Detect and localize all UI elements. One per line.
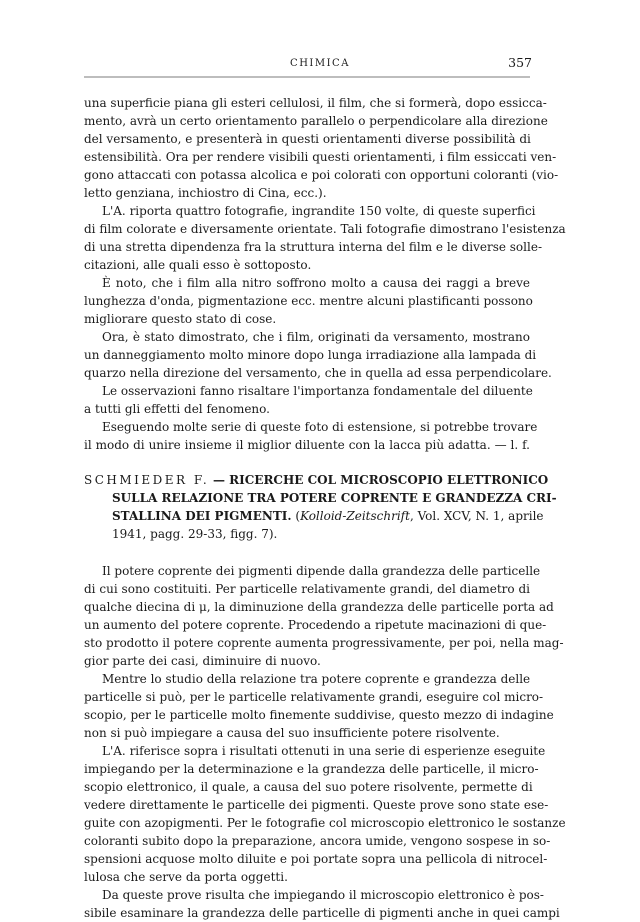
text-line: di film colorate e diversamente orientate. Tali fotografie dimostrano l'esistenza	[84, 222, 566, 236]
text-line: un danneggiamento molto minore dopo lunga irradiazione alla lampada di	[84, 348, 537, 362]
article-heading-line	[112, 508, 544, 525]
header-rule	[84, 76, 530, 78]
text-line: qualche diecina di μ, la diminuzione della grandezza delle particelle porta ad	[84, 600, 554, 614]
text-line: un aumento del potere coprente. Procedendo a ripetute macinazioni di que-	[84, 618, 547, 632]
text-line: letto genziana, inchiostro di Cina, ecc.).	[84, 186, 327, 200]
text-line: Le osservazioni fanno risaltare l'importanza fondamentale del diluente	[102, 384, 533, 398]
text-line: guite con azopigmenti. Per le fotografie col microscopio elettronico le sostanze	[84, 816, 566, 830]
text-line: L'A. riporta quattro fotografie, ingrandite 150 volte, di queste superfici	[102, 204, 536, 218]
text-line: una superficie piana gli esteri cellulosi, il film, che si formerà, dopo essicca-	[84, 96, 547, 110]
article-title-part: — RICERCHE COL MICROSCOPIO ELETTRONICO	[212, 473, 549, 487]
text-line: scopio, per le particelle molto finemente suddivise, questo mezzo di indagine	[84, 708, 554, 722]
article-heading-line	[84, 472, 549, 489]
text-line: L'A. riferisce sopra i risultati ottenuti in una serie di esperienze eseguite	[102, 744, 546, 758]
text-line: gior parte dei casi, diminuire di nuovo.	[84, 654, 321, 668]
article-author: SCHMIEDER F.	[84, 473, 210, 487]
text-line: di una stretta dipendenza fra la struttura interna del film e le diverse solle-	[84, 240, 542, 254]
text-line: particelle si può, per le particelle relativamente grandi, eseguire col micro-	[84, 690, 544, 704]
article-title-part: SULLA RELAZIONE TRA POTERE COPRENTE E GRANDEZZA CRI-	[112, 491, 557, 505]
text-line: lunghezza d'onda, pigmentazione ecc. mentre alcuni plastificanti possono	[84, 294, 533, 308]
text-line: spensioni acquose molto diluite e poi portate sopra una pellicola di nitrocel-	[84, 852, 548, 866]
text-line: Eseguendo molte serie di queste foto di estensione, si potrebbe trovare	[102, 420, 538, 434]
text-line: lulosa che serve da porta oggetti.	[84, 870, 288, 884]
text-line: mento, avrà un certo orientamento parallelo o perpendicolare alla direzione	[84, 114, 548, 128]
running-header: CHIMICA	[290, 58, 350, 69]
text-line: citazioni, alle quali esso è sottoposto.	[84, 258, 312, 272]
text-line: sto prodotto il potere coprente aumenta progressivamente, per poi, nella mag-	[84, 636, 564, 650]
text-line: Ora, è stato dimostrato, che i film, originati da versamento, mostrano	[102, 330, 530, 344]
text-line: non si può impiegare a causa del suo insufficiente potere risolvente.	[84, 726, 500, 740]
text-line: il modo di unire insieme il miglior diluente con la lacca più adatta. — l. f.	[84, 438, 530, 452]
text-line: di cui sono costituiti. Per particelle relativamente grandi, del diametro di	[84, 582, 530, 596]
citation-open-paren: (	[295, 509, 301, 523]
page-number: 357	[508, 55, 532, 70]
text-line: impiegando per la determinazione e la grandezza delle particelle, il micro-	[84, 762, 539, 776]
text-line: Da queste prove risulta che impiegando il microscopio elettronico è pos-	[102, 888, 544, 902]
text-line: vedere direttamente le particelle dei pigmenti. Queste prove sono state ese-	[84, 798, 549, 812]
text-line: scopio elettronico, il quale, a causa del suo potere risolvente, permette di	[84, 780, 533, 794]
text-line: È noto, che i film alla nitro soffrono molto a causa dei raggi a breve	[102, 276, 530, 290]
journal-name: Kolloid-Zeitschrift	[300, 509, 410, 523]
text-line: gono attaccati con potassa alcolica e poi colorati con opportuni coloranti (vio-	[84, 168, 559, 182]
text-line: sibile esaminare la grandezza delle particelle di pigmenti anche in quei campi	[84, 906, 560, 920]
citation-details: 1941, pagg. 29-33, figg. 7).	[112, 527, 278, 541]
text-line: quarzo nella direzione del versamento, che in quella ad essa perpendicolare.	[84, 366, 552, 380]
text-line: del versamento, e presenterà in questi orientamenti diverse possibilità di	[84, 132, 531, 146]
text-line: a tutti gli effetti del fenomeno.	[84, 402, 270, 416]
text-line: estensibilità. Ora per rendere visibili questi orientamenti, i film essiccati ven-	[84, 150, 557, 164]
text-line: coloranti subito dopo la preparazione, ancora umide, vengono sospese in so-	[84, 834, 551, 848]
text-line: Mentre lo studio della relazione tra potere coprente e grandezza delle	[102, 672, 531, 686]
article-title-part: STALLINA DEI PIGMENTI.	[112, 509, 292, 523]
text-line: migliorare questo stato di cose.	[84, 312, 277, 326]
text-line: Il potere coprente dei pigmenti dipende dalla grandezza delle particelle	[102, 564, 541, 578]
citation-details: , Vol. XCV, N. 1, aprile	[409, 509, 544, 523]
